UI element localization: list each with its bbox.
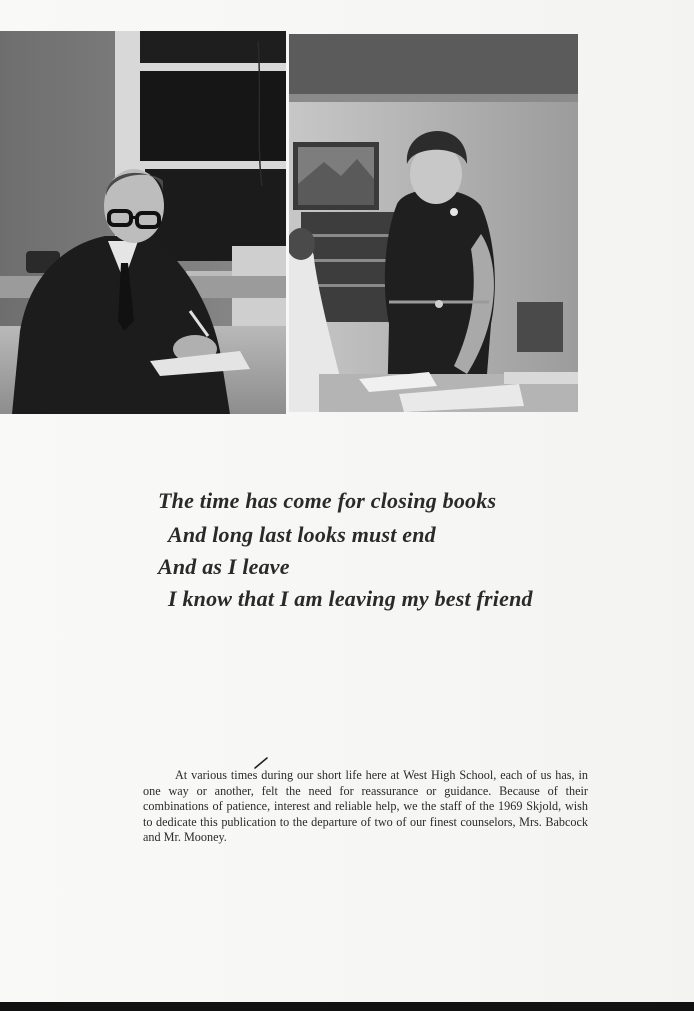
photo-counselor-man-at-desk — [0, 31, 286, 414]
photo-counselor-woman-standing — [289, 34, 578, 412]
page-bottom-edge — [0, 1002, 694, 1011]
poem-line-1: The time has come for closing books — [158, 488, 497, 513]
photo-man-image — [0, 31, 286, 414]
dedication-paragraph: At various times during our short life here at West High School, each of us has, in one way or another, felt the need for reassurance or guidance. Because of their combinations of patience, interest and reliable help, we the staff of the 1969 Skjold, wish to dedicate this publication to the departure of two of our finest counselors, Mrs. Babcock and Mr. Mooney. — [143, 768, 588, 845]
photo-woman-image — [289, 34, 578, 412]
poem-line-4: I know that I am leaving my best friend — [168, 586, 533, 611]
poem-line-3: And as I leave — [158, 554, 290, 579]
poem-line-2: And long last looks must end — [168, 522, 436, 547]
